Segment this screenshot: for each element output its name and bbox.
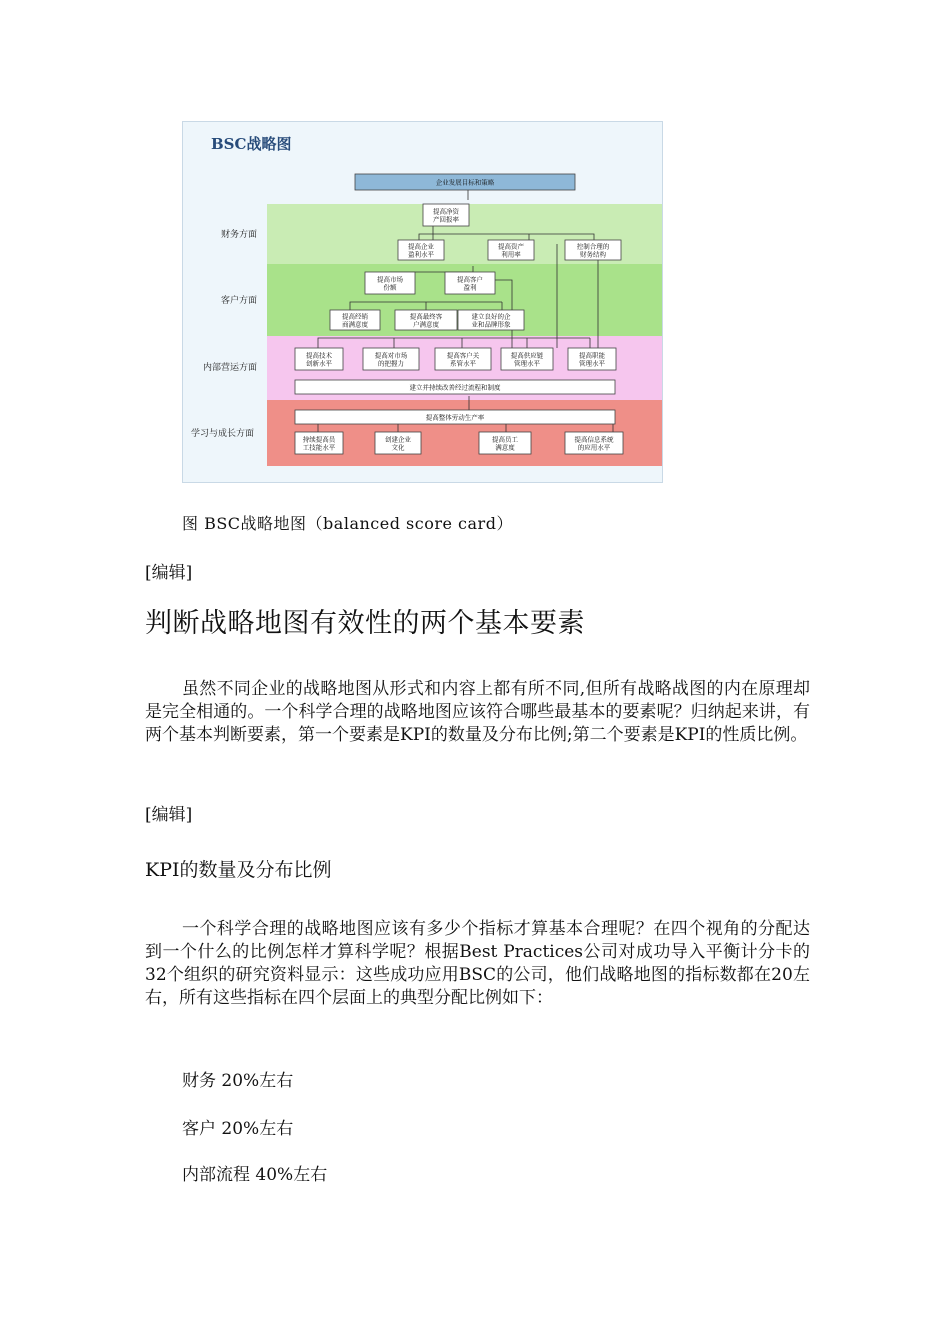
top-goal-box-text: 企业发展目标和策略 — [435, 178, 495, 187]
learning-box-1-text: 持续提高员 — [302, 435, 336, 444]
band-label-finance: 财务方面 — [221, 230, 258, 240]
finance-top-box-text: 产回报率 — [433, 215, 459, 224]
finance-box-1 — [398, 240, 444, 260]
learning-top-box-text: 提高整体劳动生产率 — [425, 413, 485, 422]
bsc-strategy-map-figure — [182, 121, 663, 483]
internal-box-4 — [501, 348, 553, 370]
internal-base-box — [295, 380, 615, 394]
learning-box-4-text: 的应用水平 — [577, 443, 611, 452]
finance-box-1-text: 提高企业 — [408, 242, 434, 251]
figure-title: BSC战略图 — [211, 135, 292, 153]
paragraph-intro: 虽然不同企业的战略地图从形式和内容上都有所不同,但所有战略战图的内在原理却是完全相通的。一个科学合理的战略地图应该符合哪些最基本的要素呢？归纳起来讲，有两个基本判断要素，第一个要素是KPI的数量及分布比例;第二个要素是KPI的性质比例。 — [145, 679, 810, 745]
internal-box-5-text: 提高职能 — [579, 351, 605, 360]
finance-box-3-text: 控制合理的 — [576, 242, 610, 251]
ratio-item-internal: 内部流程 40%左右 — [182, 1165, 328, 1185]
finance-box-2-text: 利用率 — [501, 250, 521, 259]
customer-box-3-text: 业和品牌形象 — [471, 320, 511, 329]
finance-box-1-text: 盈利水平 — [408, 250, 434, 259]
customer-top-box-1-text: 提高市场 — [377, 275, 403, 284]
finance-top-box — [423, 204, 469, 226]
customer-top-box-1-text: 份额 — [383, 283, 397, 292]
internal-box-3 — [435, 348, 491, 370]
internal-box-2-text: 的把握力 — [378, 359, 404, 368]
internal-box-1-text: 提高技术 — [306, 351, 332, 360]
finance-box-2 — [488, 240, 534, 260]
internal-box-1-text: 创新水平 — [306, 359, 332, 368]
customer-top-box-2-text: 提高客户 — [457, 275, 483, 284]
customer-box-2 — [395, 310, 457, 330]
customer-top-box-2-text: 盈利 — [463, 283, 477, 292]
learning-box-1-text: 工技能水平 — [302, 443, 336, 452]
learning-top-box — [295, 410, 615, 424]
internal-box-3-text: 提高客户关 — [446, 351, 480, 360]
figure-caption: 图 BSC战略地图（balanced score card） — [182, 514, 513, 533]
learning-box-2-text: 文化 — [391, 443, 405, 452]
learning-box-3-text: 满意度 — [495, 443, 515, 452]
ratio-item-finance: 财务 20%左右 — [182, 1071, 294, 1091]
learning-box-4 — [565, 432, 623, 454]
customer-box-2-text: 提高最终客 — [409, 312, 443, 321]
band-label-learning: 学习与成长方面 — [191, 429, 255, 439]
internal-box-3-text: 系管水平 — [450, 359, 476, 368]
customer-top-box-2 — [445, 272, 495, 294]
finance-top-box-text: 提高净资 — [433, 207, 459, 216]
subsection-heading: KPI的数量及分布比例 — [145, 859, 332, 881]
edit-link-1[interactable]: [编辑] — [145, 563, 193, 583]
top-goal-box — [355, 174, 575, 190]
finance-box-2-text: 提高资产 — [498, 242, 524, 251]
customer-box-1 — [330, 310, 380, 330]
customer-box-3 — [458, 310, 524, 330]
learning-box-3-text: 提高员工 — [492, 435, 518, 444]
internal-box-2-text: 提高对市场 — [374, 351, 408, 360]
learning-box-2-text: 创建企业 — [385, 435, 411, 444]
paragraph-distribution: 一个科学合理的战略地图应该有多少个指标才算基本合理呢？在四个视角的分配达到一个什么的比例怎样才算科学呢？根据Best Practices公司对成功导入平衡计分卡的32个组织的研究资料显示：这些成功应用BSC的公司，他们战略地图的指标数都在20左右，所有这些指标在四个层面上的典型分配比例如下： — [145, 919, 810, 1008]
internal-box-5 — [568, 348, 616, 370]
section-heading: 判断战略地图有效性的两个基本要素 — [145, 608, 585, 639]
customer-top-box-1 — [365, 272, 415, 294]
customer-box-3-text: 建立良好的企 — [471, 312, 511, 321]
learning-box-4-text: 提高信息系统 — [574, 435, 614, 444]
ratio-item-customer: 客户 20%左右 — [182, 1119, 294, 1139]
learning-box-2 — [375, 432, 421, 454]
bsc-diagram — [183, 122, 662, 482]
edit-link-2[interactable]: [编辑] — [145, 805, 193, 825]
internal-box-5-text: 管理水平 — [579, 359, 605, 368]
customer-box-1-text: 商满意度 — [342, 320, 368, 329]
internal-box-2 — [363, 348, 419, 370]
band-label-internal: 内部营运方面 — [203, 363, 258, 373]
band-label-customer: 客户方面 — [221, 296, 258, 306]
finance-box-3 — [565, 240, 621, 260]
customer-box-2-text: 户满意度 — [413, 320, 439, 329]
learning-box-1 — [295, 432, 343, 454]
internal-box-4-text: 管理水平 — [514, 359, 540, 368]
learning-box-3 — [479, 432, 531, 454]
customer-box-1-text: 提高经销 — [342, 312, 368, 321]
internal-base-box-text: 建立并持续改善经过流程和制度 — [409, 383, 501, 392]
internal-box-4-text: 提高供应链 — [510, 351, 544, 360]
finance-box-3-text: 财务结构 — [580, 250, 606, 259]
internal-box-1 — [295, 348, 343, 370]
